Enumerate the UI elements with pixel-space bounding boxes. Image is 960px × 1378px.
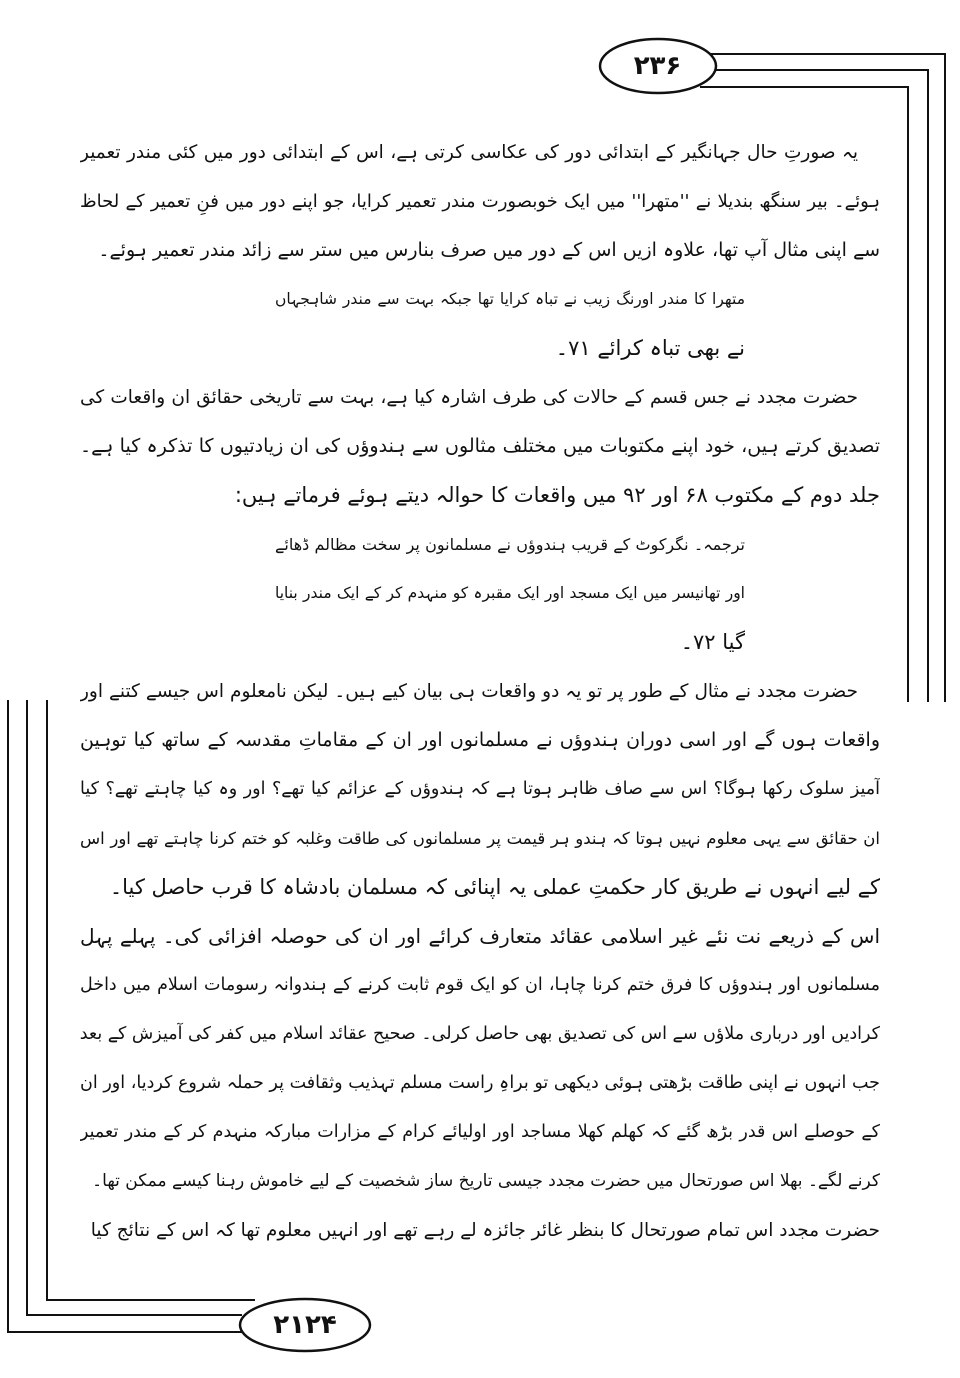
text-line: حضرت مجدد اس تمام صورتحال کا بنظر غائر جائزہ لے رہے تھے اور انہیں معلوم تھا کہ اس کے نتائج کیا (90, 1220, 880, 1241)
text-line: ان حقائق سے یہی معلوم نہیں ہوتا کہ ہندو ہر قیمت پر مسلمانوں کی طاقت وغلبہ کو ختم کرنا چاہتے تھے اور اس (80, 829, 880, 848)
text-line: جلد دوم کے مکتوب ۶۸ اور ۹۲ میں واقعات کا حوالہ دیتے ہوئے فرماتے ہیں: (234, 483, 880, 507)
body-text (80, 128, 880, 1255)
text-line: حضرت مجدد نے مثال کے طور پر تو یہ دو واقعات ہی بیان کیے ہیں۔ لیکن نامعلوم اس جیسے کتنے اور (80, 681, 858, 702)
block-quote (80, 520, 880, 667)
page-number-top: ۲۳۶ (633, 51, 682, 81)
text-line: کے حوصلے اس قدر بڑھ گئے کہ کھلم کھلا مساجد اور اولیائے کرام کے مزارات مبارکہ منہدم کر کے مندر تعمیر (80, 1122, 880, 1142)
text-line: کرادیں اور درباری ملاؤں سے اس کی تصدیق بھی حاصل کرلی۔ صحیح عقائد اسلام میں کفر کی آمیزش کے بعد (80, 1024, 880, 1044)
text-line: حضرت مجدد نے جس قسم کے حالات کی طرف اشارہ کیا ہے، بہت سے تاریخی حقائق ان واقعات کی (80, 387, 858, 408)
paragraph (80, 912, 880, 1206)
text-line: جب انہوں نے اپنی طاقت بڑھتی ہوئی دیکھی تو براہِ راست مسلم تہذیب وثقافت پر حملہ شروع کردیا، اور ان (80, 1073, 880, 1093)
paragraph (80, 1206, 880, 1255)
text-line: اور تھانیسر میں ایک مسجد اور ایک مقبرہ کو منہدم کر کے ایک مندر بنایا (275, 584, 745, 602)
text-line: واقعات ہوں گے اور اسی دوران ہندوؤں نے مسلمانوں اور ان کے مقاماتِ مقدسہ کے ساتھ کیا توہین (80, 729, 880, 751)
text-line: نے بھی تباہ کرائے ۷۱۔ (555, 336, 745, 360)
text-line: کے لیے انہوں نے طریق کار حکمتِ عملی یہ اپنائی کہ مسلمان بادشاہ کا قرب حاصل کیا۔ (109, 875, 880, 899)
paragraph (80, 128, 880, 275)
text-line: آمیز سلوک رکھا ہوگا؟ اس سے صاف ظاہر ہوتا ہے کہ ہندوؤں کے عزائم کیا تھے؟ اور وہ کیا چاہتے تھے؟ کیا (80, 779, 880, 799)
text-line: کرنے لگے۔ بھلا اس صورتحال میں حضرت مجدد جیسی تاریخ ساز شخصیت کے لیے خاموش رہنا کیسے ممکن تھا۔ (92, 1171, 880, 1191)
text-line: مسلمانوں اور ہندوؤں کا فرق ختم کرنا چاہا، ان کو ایک قوم ثابت کرنے کے ہندوانہ رسومات اسلام میں داخل (80, 975, 880, 995)
text-line: گیا ۷۲۔ (680, 630, 745, 654)
text-line: سے اپنی مثال آپ تھا، علاوہ ازیں اس کے دور میں صرف بنارس میں ستر سے زائد مندر تعمیر ہوئے۔ (98, 239, 880, 261)
text-line: ترجمہ۔ نگرکوٹ کے قریب ہندوؤں نے مسلمانون پر سخت مظالم ڈھائے (275, 535, 745, 554)
text-line: اس کے ذریعے نت نئے غیر اسلامی عقائد متعارف کرائے اور ان کی حوصلہ افزائی کی۔ پہلے پہل (80, 924, 880, 948)
text-line: تصدیق کرتے ہیں، خود اپنے مکتوبات میں مختلف مثالوں سے ہندوؤں کی ان زیادتیوں کا تذکرہ کیا ہے۔ (80, 435, 880, 457)
block-quote (80, 275, 880, 373)
paragraph (80, 667, 880, 912)
text-line: متھرا کا مندر اورنگ زیب نے تباہ کرایا تھا جبکہ بہت سے مندر شاہجہاں (275, 290, 745, 308)
paragraph (80, 373, 880, 520)
text-line: ہوئے۔ بیر سنگھ بندیلا نے ''متھرا'' میں ایک خوبصورت مندر تعمیر کرایا، جو اپنے دور میں فنِ تعمیر کے لحاظ (80, 191, 880, 212)
text-line: یہ صورتِ حال جہانگیر کے ابتدائی دور کی عکاسی کرتی ہے، اس کے ابتدائی دور میں کئی مندر تعمیر (80, 142, 858, 163)
page-number-bottom: ۲۱۲۴ (273, 1310, 337, 1340)
